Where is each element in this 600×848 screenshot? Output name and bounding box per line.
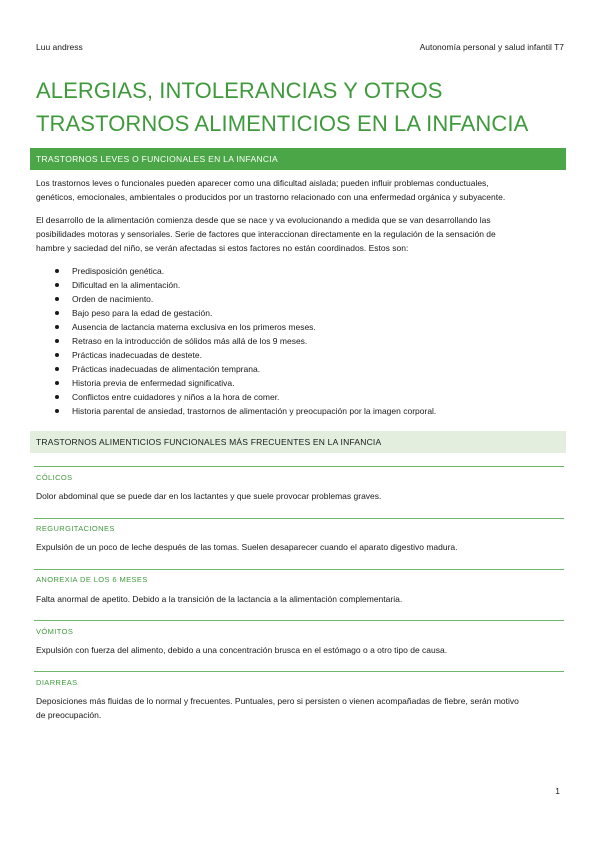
section-divider: [34, 518, 564, 519]
list-item: Ausencia de lactancia materna exclusiva en los primeros meses.: [36, 320, 566, 334]
subsection-heading: TRASTORNOS ALIMENTICIOS FUNCIONALES MÁS FRECUENTES EN LA INFANCIA: [30, 431, 566, 453]
bullet-icon: [55, 297, 59, 301]
paragraph-line: Deposiciones más fluidas de lo normal y frecuentes. Puntuales, pero si persisten o vienen acompañadas de fiebre, serán motivo: [36, 696, 519, 706]
paragraph-line: Los trastornos leves o funcionales pueden aparecer como una dificultad aislada; pueden influir problemas conductuales,: [36, 178, 489, 188]
disorder-text-diarreas: [36, 694, 566, 722]
disorder-text-anorexia: Falta anormal de apetito. Debido a la transición de la lactancia a la alimentación complementaria.: [36, 594, 403, 604]
header-author: Luu andress: [36, 42, 83, 52]
paragraph-line: posibilidades motoras y sensoriales. Serie de factores que interaccionan directamente en la regulación de la sensación de: [36, 229, 496, 239]
disorder-title-vomitos: VÓMITOS: [36, 627, 74, 636]
list-item: Bajo peso para la edad de gestación.: [36, 306, 566, 320]
title-line-1: ALERGIAS, INTOLERANCIAS Y OTROS: [36, 78, 443, 103]
paragraph-line: de preocupación.: [36, 710, 102, 720]
disorder-title-anorexia: ANOREXIA DE LOS 6 MESES: [36, 575, 148, 584]
bullet-icon: [55, 409, 59, 413]
bullet-icon: [55, 283, 59, 287]
disorder-title-colicos: CÓLICOS: [36, 473, 73, 482]
list-item: Prácticas inadecuadas de destete.: [36, 348, 566, 362]
page-number: 1: [555, 786, 560, 796]
disorder-text-vomitos: Expulsión con fuerza del alimento, debido a una concentración brusca en el estómago o a otro tipo de causa.: [36, 645, 448, 655]
disorder-title-diarreas: DIARREAS: [36, 678, 78, 687]
disorder-text-colicos: Dolor abdominal que se puede dar en los lactantes y que suele provocar problemas graves.: [36, 491, 382, 501]
disorder-title-regurgitaciones: REGURGITACIONES: [36, 524, 115, 533]
list-item: Retraso en la introducción de sólidos más allá de los 9 meses.: [36, 334, 566, 348]
section-divider: [34, 620, 564, 621]
list-item: Conflictos entre cuidadores y niños a la hora de comer.: [36, 390, 566, 404]
bullet-icon: [55, 381, 59, 385]
title-line-2: TRASTORNOS ALIMENTICIOS EN LA INFANCIA: [36, 111, 529, 136]
header-subject: Autonomía personal y salud infantil T7: [419, 42, 564, 52]
list-item: Historia parental de ansiedad, trastornos de alimentación y preocupación por la imagen corporal.: [36, 404, 566, 418]
paragraph-line: genéticos, emocionales, ambientales o producidos por un trastorno relacionado con una enfermedad orgánica y subyacente.: [36, 192, 506, 202]
list-item: Orden de nacimiento.: [36, 292, 566, 306]
factors-list: [36, 264, 566, 418]
section-divider: [34, 569, 564, 570]
bullet-icon: [55, 325, 59, 329]
list-item: Prácticas inadecuadas de alimentación temprana.: [36, 362, 566, 376]
paragraph-line: El desarrollo de la alimentación comienza desde que se nace y va evolucionando a medida que se van desarrollando las: [36, 215, 491, 225]
development-paragraph: [36, 213, 566, 255]
bullet-icon: [55, 353, 59, 357]
section-divider: [34, 466, 564, 467]
paragraph-line: hambre y saciedad del niño, se verán afectadas si estos factores no están coordinados. Estos son:: [36, 243, 409, 253]
intro-paragraph: [36, 176, 566, 204]
page-title: [36, 74, 566, 140]
section-heading: TRASTORNOS LEVES O FUNCIONALES EN LA INFANCIA: [30, 148, 566, 170]
list-item: Predisposición genética.: [36, 264, 566, 278]
bullet-icon: [55, 269, 59, 273]
list-item: Dificultad en la alimentación.: [36, 278, 566, 292]
section-divider: [34, 671, 564, 672]
list-item: Historia previa de enfermedad significativa.: [36, 376, 566, 390]
disorder-text-regurgitaciones: Expulsión de un poco de leche después de las tomas. Suelen desaparecer cuando el aparato digestivo madura.: [36, 542, 458, 552]
bullet-icon: [55, 311, 59, 315]
bullet-icon: [55, 395, 59, 399]
bullet-icon: [55, 367, 59, 371]
bullet-icon: [55, 339, 59, 343]
